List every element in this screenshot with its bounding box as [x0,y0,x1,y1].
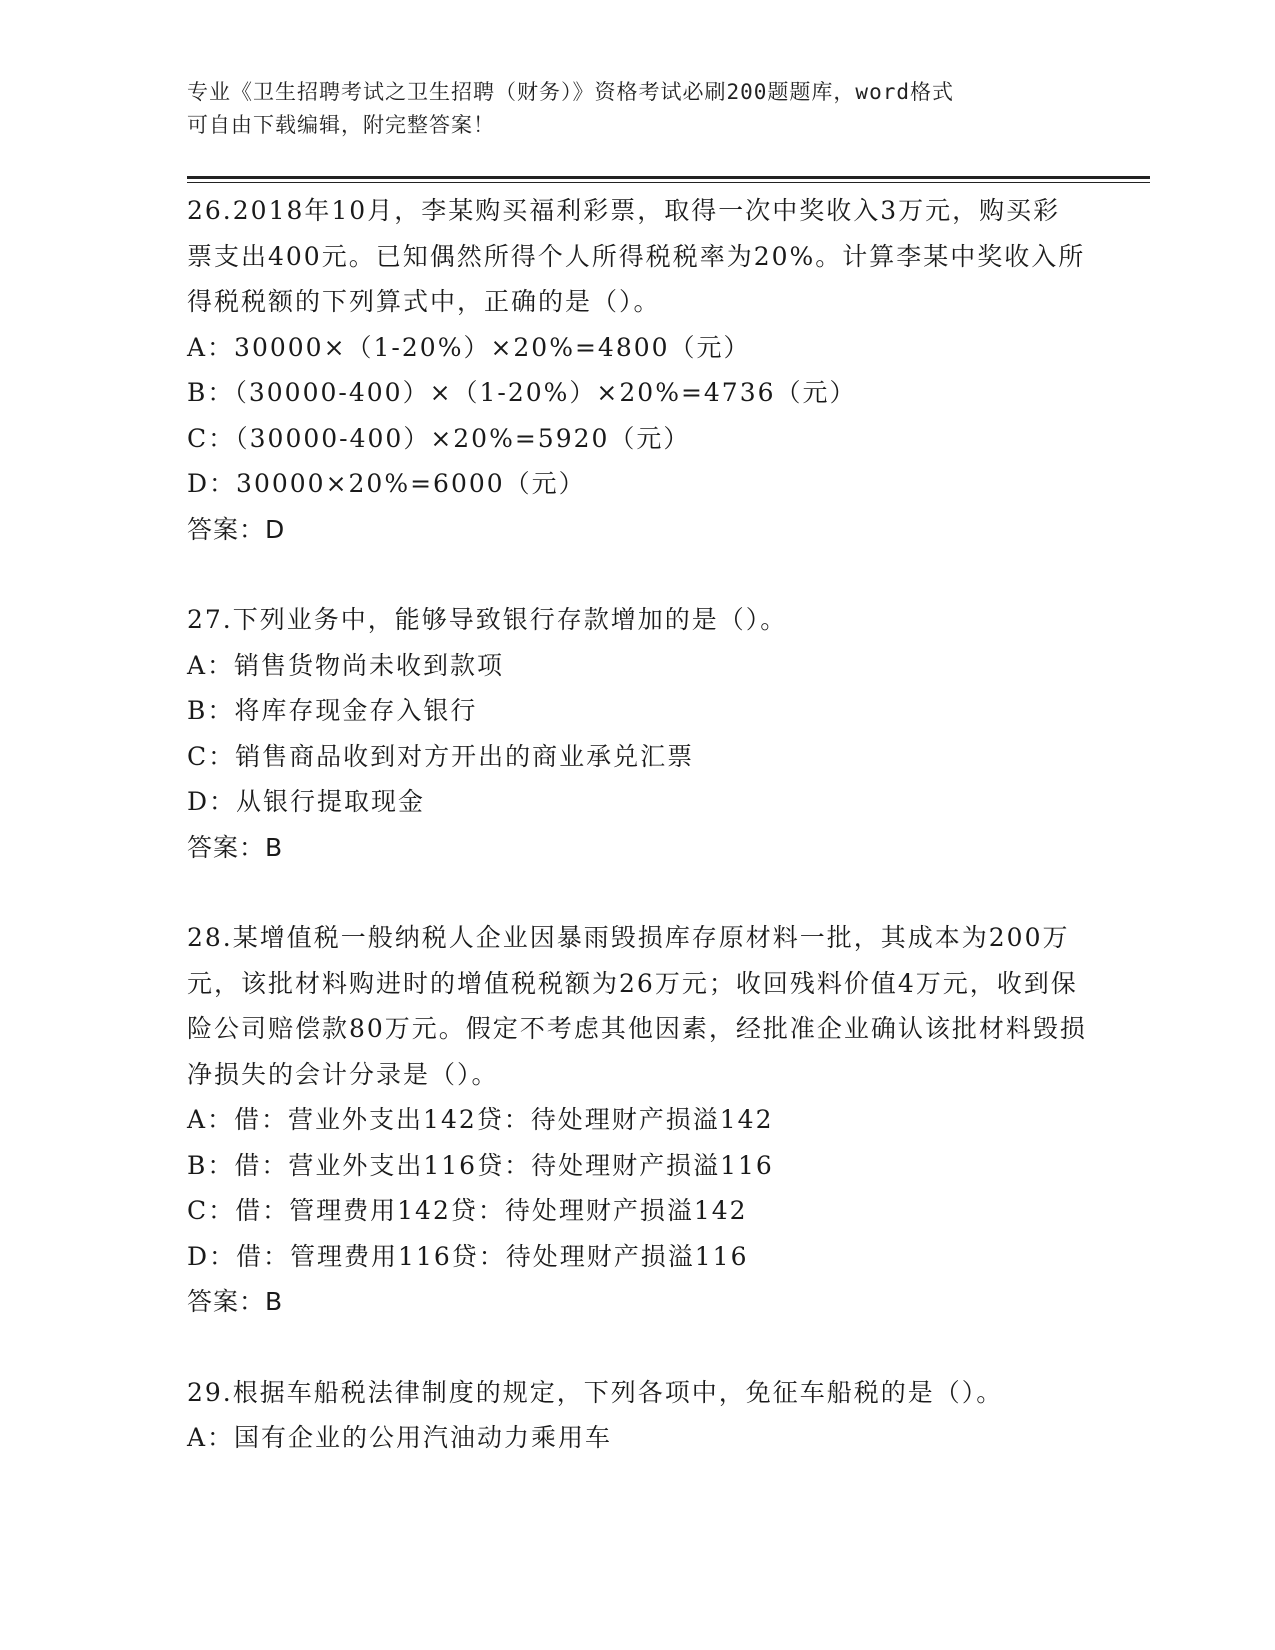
option-b: B：将库存现金存入银行 [187,696,478,725]
question-27 [187,597,1087,870]
option-a: A：销售货物尚未收到款项 [187,650,505,680]
question-list [187,188,1087,1506]
question-26 [187,188,1087,552]
header-line-2: 可自由下载编辑，附完整答案！ [187,113,495,137]
option-b: B：借：营业外支出116贷：待处理财产损溢116 [187,1150,774,1180]
question-stem: 27.下列业务中，能够导致银行存款增加的是（）。 [187,605,788,634]
question-stem: 28.某增值税一般纳税人企业因暴雨毁损库存原材料一批，其成本为200万元，该批材料购进时的增值税税额为26万元；收回残料价值4万元，收到保险公司赔偿款80万元。假定不考虑其他因素，经批准企业确认该批材料毁损净损失的会计分录是（）。 [187,923,1087,1089]
option-a: A：借：营业外支出142贷：待处理财产损溢142 [187,1105,774,1134]
option-a: A：30000×（1-20%）×20%=4800（元） [187,332,751,362]
answer-line: 答案：B [187,832,284,862]
question-28 [187,915,1087,1325]
answer-line: 答案：B [187,1287,284,1316]
option-d: D：借：管理费用116贷：待处理财产损溢116 [187,1241,749,1271]
option-c: C：（30000-400）×20%=5920（元） [187,423,691,453]
option-a: A：国有企业的公用汽油动力乘用车 [187,1423,613,1452]
option-b: B：（30000-400）×（1-20%）×20%=4736（元） [187,378,857,407]
option-d: D：30000×20%=6000（元） [187,469,586,498]
header-divider-thin [187,182,1150,183]
option-d: D：从银行提取现金 [187,787,426,816]
header-line-1: 专业《卫生招聘考试之卫生招聘（财务）》资格考试必刷200题题库，word格式 [187,80,954,104]
answer-line: 答案：D [187,514,286,544]
document-header [187,76,1087,142]
question-stem: 26.2018年10月，李某购买福利彩票，取得一次中奖收入3万元，购买彩票支出400元。已知偶然所得个人所得税税率为20%。计算李某中奖收入所得税税额的下列算式中，正确的是（）。 [187,196,1086,316]
header-divider-thick [187,176,1150,179]
option-c: C：销售商品收到对方开出的商业承兑汇票 [187,741,695,771]
question-stem: 29.根据车船税法律制度的规定，下列各项中，免征车船税的是（）。 [187,1377,1004,1407]
question-29 [187,1370,1087,1461]
option-c: C：借：管理费用142贷：待处理财产损溢142 [187,1196,748,1225]
